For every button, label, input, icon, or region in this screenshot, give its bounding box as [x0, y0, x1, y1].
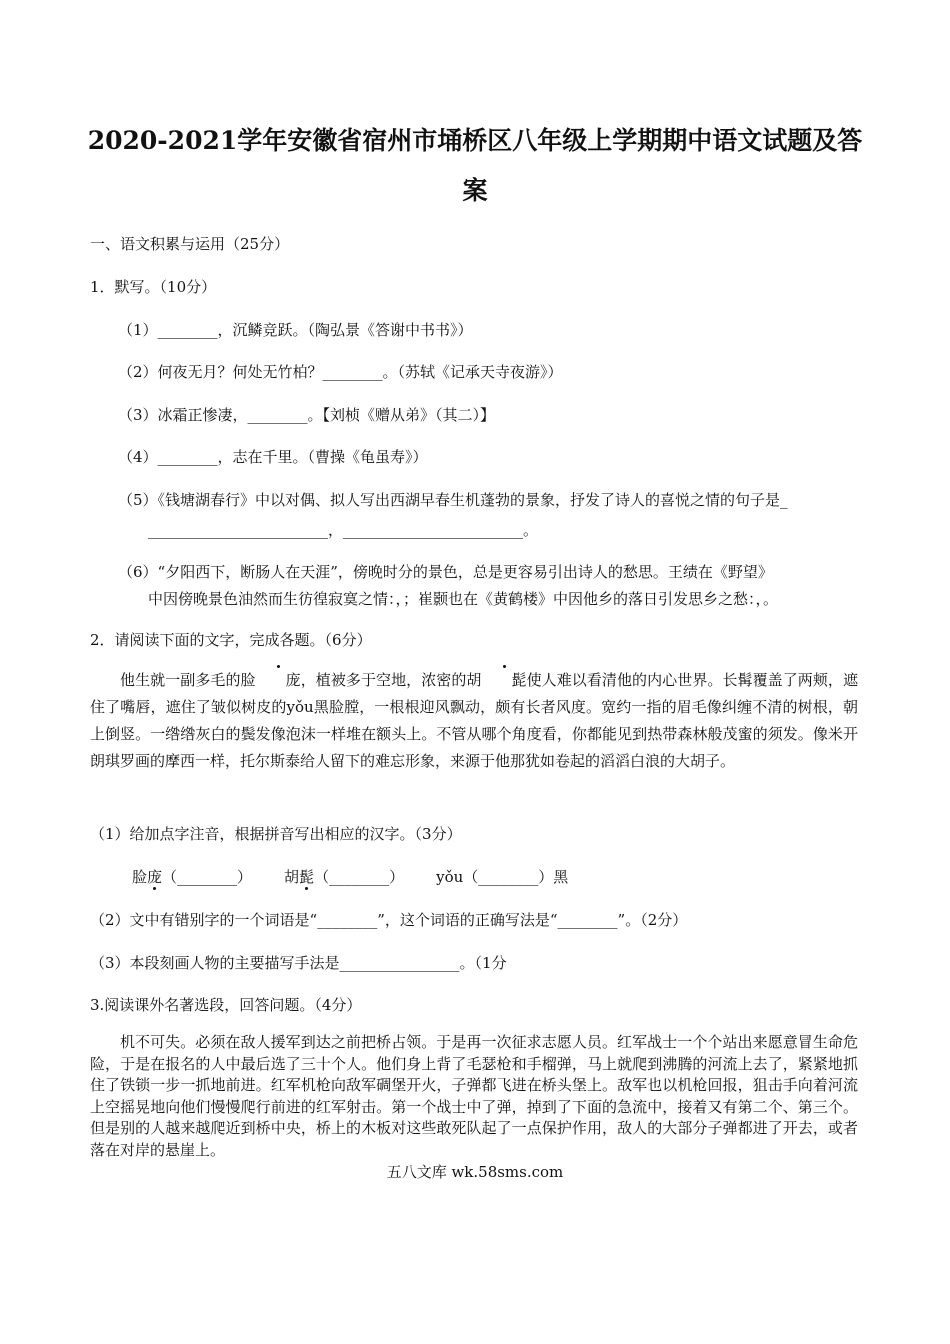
question-1-item-3: （3）冰霜正惨凄，________。【刘桢《赠从弟》（其二）】 — [118, 406, 496, 424]
question-2-sub-2: （2）文中有错别字的一个词语是“________”，这个词语的正确写法是“________”。（2分） — [90, 911, 688, 929]
section-heading: 一、语文积累与运用（25分） — [90, 235, 290, 253]
dotted-char-pang: 庞 — [256, 667, 301, 694]
question-3-heading: 3.阅读课外名著选段，回答问题。（4分） — [90, 996, 362, 1014]
question-2-sub-3: （3）本段刻画人物的主要描写手法是________________。（1分 — [90, 954, 507, 972]
question-1-item-1: （1）________，沉鳞竞跃。（陶弘景《答谢中书书》） — [118, 321, 473, 339]
question-1-item-5: （5）《钱塘湖春行》中以对偶、拟人写出西湖早春生机蓬勃的景象，抒发了诗人的喜悦之情的句子是_ — [118, 491, 788, 509]
question-2-heading: 2．请阅读下面的文字，完成各题。（6分） — [90, 631, 372, 649]
document-title-line1: 2020-2021学年安徽省宿州市埇桥区八年级上学期期中语文试题及答 — [87, 126, 863, 155]
question-1-item-6: （6）“夕阳西下，断肠人在天涯”，傍晚时分的景色，总是更容易引出诗人的愁思。王绩在《野望》 — [118, 563, 773, 581]
question-2-sub-1-answers: 脸庞（________） 胡髭（________） yǒu（________）黑 — [132, 868, 569, 886]
question-2-passage: 他生就一副多毛的脸 庞，植被多于空地，浓密的胡 髭使人难以看清他的内心世界。长髯覆盖了两颊，遮住了嘴唇，遮住了皱似树皮的yǒu黑脸膛，一根根迎风飘动，颇有长者风度。宽约一指的眉毛像纠缠不清的树根，朝上倒竖。一绺绺灰白的鬓发像泡沫一样堆在额头上。不管从哪个角度看，你都能见到热带森林般茂蜜的须发。像米开朗琪罗画的摩西一样，托尔斯泰给人留下的难忘形象，来源于他那犹如卷起的滔滔白浪的大胡子。 — [90, 667, 858, 775]
question-1-item-5-blanks: ________________________，________________________。 — [148, 521, 539, 539]
question-1-item-6-cont: 中因傍晚景色油然而生彷徨寂寞之情：，；崔颢也在《黄鹤楼》中因他乡的落日引发思乡之愁：，。 — [148, 590, 779, 608]
question-3-passage: 机不可失。必须在敌人援军到达之前把桥占领。于是再一次征求志愿人员。红军战士一个个站出来愿意冒生命危险，于是在报名的人中最后选了三十个人。他们身上背了毛瑟枪和手榴弹，马上就爬到沸腾的河流上去了，紧紧地抓住了铁锁一步一抓地前进。红军机枪向敌军碉堡开火，子弹都飞进在桥头堡上。敌军也以机枪回报，狙击手向着河流上空摇晃地向他们慢慢爬行前进的红军射击。第一个战士中了弹，掉到了下面的急流中，接着又有第二个、第三个。但是别的人越来越爬近到桥中央，桥上的木板对这些敢死队起了一点保护作用，敌人的大部分子弹都进了开去，或者落在对岸的悬崖上。 — [90, 1033, 858, 1159]
question-1-item-4: （4）________，志在千里。（曹操《龟虽寿》） — [118, 448, 428, 466]
document-title-line2: 案 — [462, 176, 488, 205]
question-1-heading: 1．默写。（10分） — [90, 278, 217, 296]
question-2-sub-1: （1）给加点字注音，根据拼音写出相应的汉字。（3分） — [90, 825, 462, 843]
question-1-item-2: （2）何夜无月？何处无竹柏？________。（苏轼《记承天寺夜游》） — [118, 363, 563, 381]
footer-watermark: 五八文库 wk.58sms.com — [386, 1163, 564, 1181]
dotted-char-xu: 髭 — [482, 667, 527, 694]
